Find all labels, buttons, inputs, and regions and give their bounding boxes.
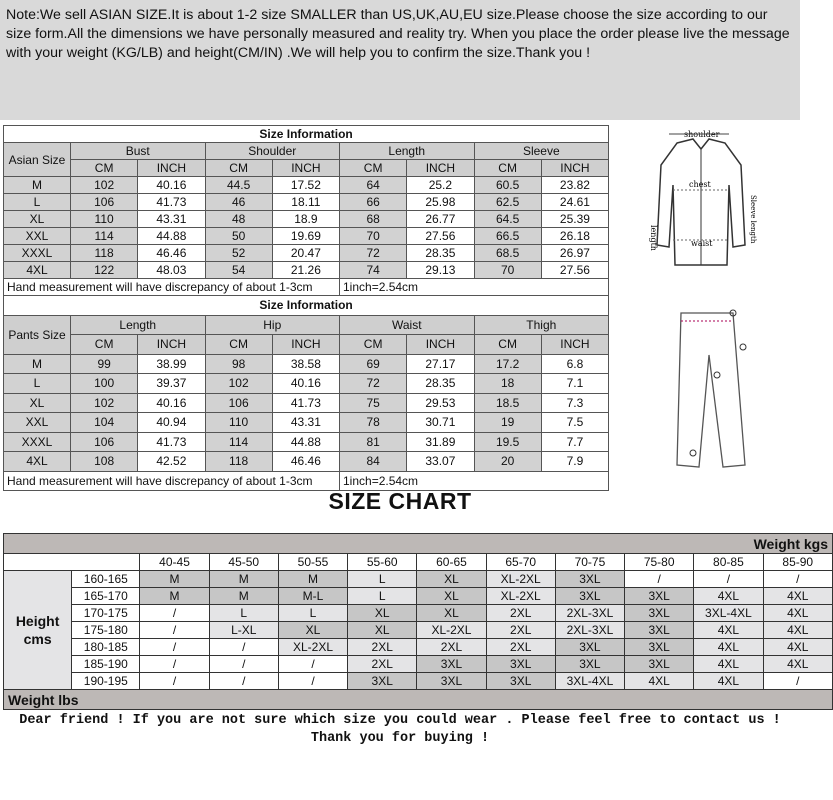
- unit-header: CM: [340, 160, 407, 177]
- size-cell: 2XL: [486, 622, 555, 639]
- table-cell: 60.5: [474, 177, 541, 194]
- unit-header: INCH: [407, 335, 474, 355]
- table-cell: 29.13: [407, 262, 474, 279]
- size-cell: XL: [278, 622, 347, 639]
- table-cell: 25.98: [407, 194, 474, 211]
- size-cell: 4XL: [694, 622, 763, 639]
- table-cell: 20: [474, 452, 541, 472]
- table-cell: 43.31: [272, 413, 339, 433]
- unit-row: [4, 160, 609, 177]
- height-range: 185-190: [72, 656, 140, 673]
- size-row: [4, 432, 609, 452]
- table-cell: 18.11: [272, 194, 339, 211]
- table-cell: 110: [71, 211, 138, 228]
- shirt-size-table: [3, 125, 609, 296]
- height-range: 160-165: [72, 571, 140, 588]
- table-cell: 122: [71, 262, 138, 279]
- group-header: Bust: [71, 143, 206, 160]
- table-cell: 19.5: [474, 432, 541, 452]
- shirt-diagram: [608, 125, 800, 290]
- unit-header: CM: [340, 335, 407, 355]
- unit-header: INCH: [272, 335, 339, 355]
- table-cell: 78: [340, 413, 407, 433]
- group-header: Length: [340, 143, 475, 160]
- size-row: [4, 194, 609, 211]
- table-cell: 23.82: [541, 177, 608, 194]
- weight-range-header: 85-90: [763, 554, 832, 571]
- table-cell: 6.8: [541, 354, 608, 374]
- unit-row: [4, 335, 609, 355]
- size-row: [4, 452, 609, 472]
- size-cell: 3XL: [486, 673, 555, 690]
- table-cell: 4XL: [4, 262, 71, 279]
- conversion-note: 1inch=2.54cm: [340, 471, 609, 491]
- size-cell: L: [278, 605, 347, 622]
- table-cell: 41.73: [138, 432, 205, 452]
- table-cell: 7.7: [541, 432, 608, 452]
- table-cell: 38.58: [272, 354, 339, 374]
- conversion-note: 1inch=2.54cm: [340, 279, 609, 296]
- size-cell: 3XL-4XL: [555, 673, 624, 690]
- footnote-row: [4, 279, 609, 296]
- size-cell: 3XL: [625, 639, 694, 656]
- table-cell: 81: [340, 432, 407, 452]
- size-cell: 3XL: [555, 656, 624, 673]
- size-row: [4, 177, 609, 194]
- table-cell: 18: [474, 374, 541, 394]
- group-header: Shoulder: [205, 143, 340, 160]
- table-cell: M: [4, 177, 71, 194]
- table-cell: 118: [71, 245, 138, 262]
- footer-line-1: Dear friend ! If you are not sure which size you could wear . Please feel free to contact us !: [19, 713, 781, 728]
- height-row: [4, 571, 833, 588]
- table-cell: 26.18: [541, 228, 608, 245]
- size-cell: 3XL: [555, 639, 624, 656]
- table-cell: 40.94: [138, 413, 205, 433]
- size-cell: 3XL: [625, 656, 694, 673]
- height-label-text: Height: [15, 613, 60, 629]
- size-row: [4, 245, 609, 262]
- size-cell: 2XL: [417, 639, 486, 656]
- group-header: Thigh: [474, 315, 609, 335]
- size-cell: XL-2XL: [486, 588, 555, 605]
- size-cell: /: [694, 571, 763, 588]
- size-cell: XL: [348, 605, 417, 622]
- size-cell: 3XL: [625, 622, 694, 639]
- table-cell: 18.5: [474, 393, 541, 413]
- size-cell: 2XL: [486, 605, 555, 622]
- height-row: [4, 622, 833, 639]
- group-header: Waist: [340, 315, 475, 335]
- table-cell: 21.26: [272, 262, 339, 279]
- table-cell: 27.56: [407, 228, 474, 245]
- size-cell: L: [209, 605, 278, 622]
- table-cell: 66.5: [474, 228, 541, 245]
- table-cell: 75: [340, 393, 407, 413]
- table-cell: 72: [340, 374, 407, 394]
- svg-text:shoulder: shoulder: [684, 130, 720, 139]
- title-row: [4, 296, 609, 316]
- footnote: Hand measurement will have discrepancy of about 1-3cm: [4, 279, 340, 296]
- weight-range-header: 50-55: [278, 554, 347, 571]
- size-row: [4, 354, 609, 374]
- table-cell: 44.88: [272, 432, 339, 452]
- size-cell: XL-2XL: [278, 639, 347, 656]
- table-title: Size Information: [4, 296, 609, 316]
- height-range: 180-185: [72, 639, 140, 656]
- unit-header: CM: [474, 335, 541, 355]
- size-cell: 4XL: [694, 673, 763, 690]
- size-cell: /: [763, 673, 832, 690]
- table-cell: 41.73: [138, 194, 205, 211]
- size-cell: 3XL: [625, 605, 694, 622]
- weight-height-size-table: [3, 533, 833, 710]
- size-cell: /: [140, 622, 209, 639]
- height-row: [4, 588, 833, 605]
- table-cell: 26.97: [541, 245, 608, 262]
- table-cell: 46.46: [272, 452, 339, 472]
- table-cell: 39.37: [138, 374, 205, 394]
- unit-header: INCH: [541, 335, 608, 355]
- table-cell: 64.5: [474, 211, 541, 228]
- table-cell: 27.17: [407, 354, 474, 374]
- table-cell: 7.9: [541, 452, 608, 472]
- size-cell: 2XL: [348, 639, 417, 656]
- table-cell: 20.47: [272, 245, 339, 262]
- unit-header: CM: [474, 160, 541, 177]
- size-row: [4, 393, 609, 413]
- header-row: [4, 143, 609, 160]
- size-row: [4, 228, 609, 245]
- unit-header: INCH: [541, 160, 608, 177]
- table-cell: XL: [4, 211, 71, 228]
- table-cell: 29.53: [407, 393, 474, 413]
- header-row: [4, 315, 609, 335]
- table-cell: 7.5: [541, 413, 608, 433]
- weight-range-header: 75-80: [625, 554, 694, 571]
- table-cell: 19: [474, 413, 541, 433]
- size-cell: XL-2XL: [486, 571, 555, 588]
- table-cell: 17.2: [474, 354, 541, 374]
- table-cell: 40.16: [138, 177, 205, 194]
- size-cell: XL-2XL: [417, 622, 486, 639]
- table-cell: 44.5: [205, 177, 272, 194]
- unit-header: INCH: [138, 160, 205, 177]
- table-cell: 41.73: [272, 393, 339, 413]
- table-cell: 25.2: [407, 177, 474, 194]
- svg-text:waist: waist: [691, 239, 713, 248]
- svg-text:Sleeve length: Sleeve length: [749, 195, 757, 244]
- weight-kgs-label: Weight kgs: [4, 534, 833, 554]
- size-cell: /: [140, 673, 209, 690]
- size-cell: XL: [348, 622, 417, 639]
- unit-header: CM: [71, 335, 138, 355]
- size-row: [4, 413, 609, 433]
- size-row: [4, 374, 609, 394]
- table-cell: 84: [340, 452, 407, 472]
- size-cell: 4XL: [694, 656, 763, 673]
- weight-range-header: 60-65: [417, 554, 486, 571]
- size-cell: XL: [417, 571, 486, 588]
- weight-range-header: 80-85: [694, 554, 763, 571]
- size-cell: 2XL-3XL: [555, 605, 624, 622]
- table-cell: 100: [71, 374, 138, 394]
- table-cell: 17.52: [272, 177, 339, 194]
- table-cell: 38.99: [138, 354, 205, 374]
- table-cell: 30.71: [407, 413, 474, 433]
- size-cell: M: [209, 588, 278, 605]
- weight-kgs-row: [4, 534, 833, 554]
- size-cell: M-L: [278, 588, 347, 605]
- table-cell: 26.77: [407, 211, 474, 228]
- unit-header: INCH: [407, 160, 474, 177]
- title-row: [4, 126, 609, 143]
- table-cell: 68: [340, 211, 407, 228]
- table-cell: 108: [71, 452, 138, 472]
- weight-range-header: 55-60: [348, 554, 417, 571]
- size-cell: M: [209, 571, 278, 588]
- height-unit: cms: [23, 631, 52, 647]
- table-cell: 99: [71, 354, 138, 374]
- size-cell: L: [348, 571, 417, 588]
- size-cell: 4XL: [694, 588, 763, 605]
- group-header: Sleeve: [474, 143, 609, 160]
- unit-header: CM: [205, 335, 272, 355]
- size-cell: 3XL: [555, 588, 624, 605]
- table-cell: 40.16: [272, 374, 339, 394]
- size-cell: M: [278, 571, 347, 588]
- height-row: [4, 673, 833, 690]
- weight-range-header: 70-75: [555, 554, 624, 571]
- shirt-icon: [609, 125, 801, 290]
- table-cell: 102: [71, 393, 138, 413]
- table-cell: 33.07: [407, 452, 474, 472]
- table-cell: 7.1: [541, 374, 608, 394]
- size-cell: /: [209, 673, 278, 690]
- height-range: 190-195: [72, 673, 140, 690]
- group-header: Length: [71, 315, 206, 335]
- table-cell: 102: [71, 177, 138, 194]
- table-cell: M: [4, 354, 71, 374]
- height-row: [4, 605, 833, 622]
- size-cell: 3XL: [348, 673, 417, 690]
- table-cell: 18.9: [272, 211, 339, 228]
- table-cell: 106: [71, 194, 138, 211]
- size-cell: 2XL: [348, 656, 417, 673]
- table-cell: 28.35: [407, 245, 474, 262]
- table-cell: 54: [205, 262, 272, 279]
- table-cell: XL: [4, 393, 71, 413]
- footnote: Hand measurement will have discrepancy of about 1-3cm: [4, 471, 340, 491]
- size-cell: 3XL: [417, 673, 486, 690]
- table-cell: 62.5: [474, 194, 541, 211]
- table-cell: 44.88: [138, 228, 205, 245]
- table-cell: 74: [340, 262, 407, 279]
- svg-text:length: length: [649, 225, 658, 251]
- size-row: [4, 211, 609, 228]
- table-cell: 24.61: [541, 194, 608, 211]
- table-cell: 70: [340, 228, 407, 245]
- weight-range-header: 65-70: [486, 554, 555, 571]
- weight-range-header: 45-50: [209, 554, 278, 571]
- table-cell: 114: [71, 228, 138, 245]
- weight-lbs-label: Weight lbs: [4, 690, 833, 710]
- size-cell: 4XL: [763, 588, 832, 605]
- table-cell: 106: [205, 393, 272, 413]
- size-cell: M: [140, 571, 209, 588]
- table-cell: 4XL: [4, 452, 71, 472]
- size-column-header: Asian Size: [4, 143, 71, 177]
- table-cell: 106: [71, 432, 138, 452]
- unit-header: CM: [71, 160, 138, 177]
- height-row: [4, 639, 833, 656]
- table-cell: 19.69: [272, 228, 339, 245]
- group-header: Hip: [205, 315, 340, 335]
- size-cell: L-XL: [209, 622, 278, 639]
- table-cell: 50: [205, 228, 272, 245]
- footer-line-2: Thank you for buying !: [310, 731, 490, 746]
- table-cell: XXL: [4, 228, 71, 245]
- height-range: 165-170: [72, 588, 140, 605]
- table-cell: 25.39: [541, 211, 608, 228]
- unit-header: INCH: [138, 335, 205, 355]
- table-cell: XXXL: [4, 432, 71, 452]
- size-cell: /: [140, 605, 209, 622]
- size-cell: /: [140, 639, 209, 656]
- height-range: 175-180: [72, 622, 140, 639]
- size-cell: 4XL: [763, 639, 832, 656]
- unit-header: CM: [205, 160, 272, 177]
- size-cell: /: [209, 656, 278, 673]
- unit-header: INCH: [272, 160, 339, 177]
- size-cell: 3XL: [417, 656, 486, 673]
- table-cell: 7.3: [541, 393, 608, 413]
- size-cell: /: [278, 656, 347, 673]
- table-cell: 104: [71, 413, 138, 433]
- size-cell: XL: [417, 588, 486, 605]
- table-cell: L: [4, 194, 71, 211]
- size-cell: /: [209, 639, 278, 656]
- height-label: [4, 571, 72, 690]
- size-cell: /: [625, 571, 694, 588]
- table-cell: 43.31: [138, 211, 205, 228]
- table-cell: 31.89: [407, 432, 474, 452]
- table-cell: L: [4, 374, 71, 394]
- table-cell: 66: [340, 194, 407, 211]
- table-cell: 48.03: [138, 262, 205, 279]
- table-cell: 46.46: [138, 245, 205, 262]
- size-row: [4, 262, 609, 279]
- weight-range-header: 40-45: [140, 554, 209, 571]
- pants-icon: [609, 295, 801, 488]
- size-cell: /: [140, 656, 209, 673]
- table-cell: 52: [205, 245, 272, 262]
- table-cell: 64: [340, 177, 407, 194]
- table-cell: 70: [474, 262, 541, 279]
- table-cell: 98: [205, 354, 272, 374]
- svg-text:chest: chest: [689, 180, 711, 189]
- table-cell: 28.35: [407, 374, 474, 394]
- weight-lbs-row: [4, 690, 833, 710]
- table-cell: 48: [205, 211, 272, 228]
- size-cell: 4XL: [763, 605, 832, 622]
- table-cell: 72: [340, 245, 407, 262]
- table-cell: XXL: [4, 413, 71, 433]
- size-cell: /: [278, 673, 347, 690]
- size-cell: 3XL-4XL: [694, 605, 763, 622]
- table-cell: 68.5: [474, 245, 541, 262]
- table-cell: 114: [205, 432, 272, 452]
- size-cell: /: [763, 571, 832, 588]
- table-cell: XXXL: [4, 245, 71, 262]
- height-row: [4, 656, 833, 673]
- size-cell: 4XL: [763, 622, 832, 639]
- size-column-header: Pants Size: [4, 315, 71, 354]
- table-title: Size Information: [4, 126, 609, 143]
- weight-header-row: [4, 554, 833, 571]
- size-cell: 3XL: [555, 571, 624, 588]
- size-chart-title: SIZE CHART: [328, 488, 472, 514]
- size-cell: 4XL: [763, 656, 832, 673]
- size-cell: 4XL: [625, 673, 694, 690]
- table-cell: 27.56: [541, 262, 608, 279]
- pants-size-table: [3, 295, 609, 491]
- size-cell: XL: [417, 605, 486, 622]
- size-cell: L: [348, 588, 417, 605]
- table-cell: 40.16: [138, 393, 205, 413]
- height-range: 170-175: [72, 605, 140, 622]
- size-cell: 3XL: [486, 656, 555, 673]
- size-note: Note:We sell ASIAN SIZE.It is about 1-2 size SMALLER than US,UK,AU,EU size.Please choose the size according to our size form.All the dimensions we have personally measured and reality try. When you place the order please live the message with your weight (KG/LB) and height(CM/IN) .We will help you to confirm the size.Thank you !: [0, 0, 800, 120]
- footer-message: [0, 712, 800, 748]
- size-cell: 2XL-3XL: [555, 622, 624, 639]
- size-cell: 4XL: [694, 639, 763, 656]
- table-cell: 110: [205, 413, 272, 433]
- table-cell: 42.52: [138, 452, 205, 472]
- empty-cell: [4, 554, 140, 571]
- pants-diagram: [608, 295, 800, 488]
- table-cell: 69: [340, 354, 407, 374]
- table-cell: 102: [205, 374, 272, 394]
- size-cell: M: [140, 588, 209, 605]
- size-cell: 2XL: [486, 639, 555, 656]
- size-cell: 3XL: [625, 588, 694, 605]
- table-cell: 118: [205, 452, 272, 472]
- table-cell: 46: [205, 194, 272, 211]
